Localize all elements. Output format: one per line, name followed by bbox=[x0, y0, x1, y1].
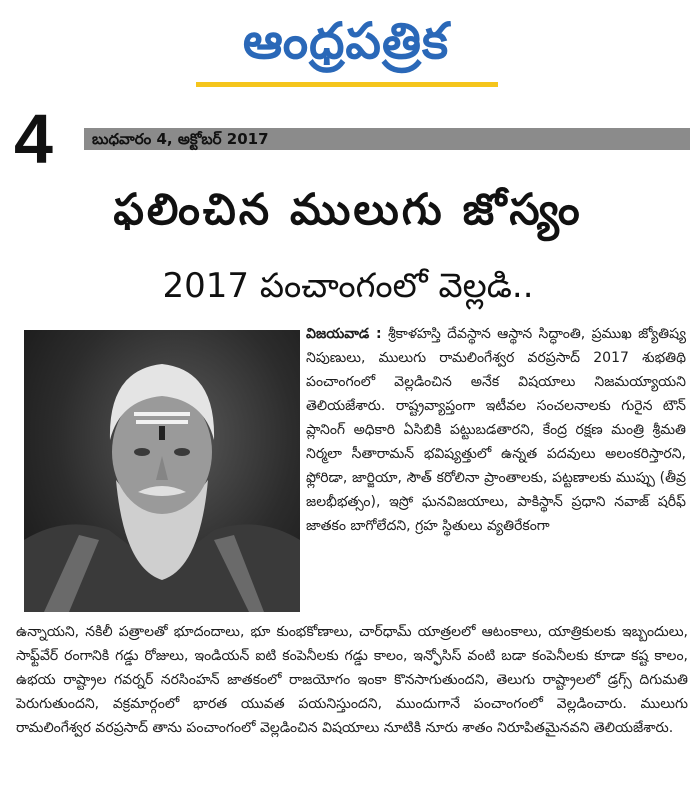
portrait-illustration bbox=[24, 330, 300, 612]
article-subheadline: 2017 పంచాంగంలో వెల్లడి.. bbox=[162, 266, 534, 306]
article-column-full bbox=[16, 620, 688, 740]
logo-underline bbox=[196, 82, 498, 87]
date-bar bbox=[84, 128, 690, 150]
portrait-photo bbox=[24, 330, 300, 612]
dateline-city: విజయవాడ : bbox=[306, 326, 382, 342]
page-number: 4 bbox=[14, 100, 53, 178]
article-column-right bbox=[306, 322, 686, 538]
article-headline: ఫలించిన ములుగు జోస్యం bbox=[113, 185, 583, 235]
article-paragraph-1: శ్రీకాళహస్తి దేవస్థాన ఆస్థాన సిద్ధాంతి, ప్రముఖ జ్యోతిష్య నిపుణులు, ములుగు రామలింగేశ్వర వరప్రసాద్ 2017 శుభతిథి పంచాంగంలో వెల్లడించిన అనేక విషయాలు నిజమయ్యాయని తెలియజేశారు. రాష్ట్రవ్యాప్తంగా ఇటీవల సంచలనాలకు గురైన టౌన్ ప్లానింగ్ అధికారి ఏసిబికి పట్టుబడతారని, కేంద్ర రక్షణ మంత్రి శ్రీమతి నిర్మలా సీతారామన్ భవిష్యత్తులో ఉన్నత పదవులు అలంకరిస్తారని, ఫ్లోరిడా, జార్జియా, సౌత్ కరోలినా ప్రాంతాలకు, పట్టణాలకు ముప్పు (తీవ్ర జలభీభత్సం), ఇస్రో ఘనవిజయాలు, పాకిస్థాన్ ప్రధాని నవాజ్ షరీఫ్ జాతకం బాగోలేదని, గ్రహ స్థితులు వ్యతిరేకంగా bbox=[306, 326, 686, 534]
newspaper-logo: ఆంధ్రపత్రిక bbox=[242, 12, 450, 70]
article-paragraph-2: ఉన్నాయని, నకిలీ పత్రాలతో భూదందాలు, భూ కుంభకోణాలు, చార్‌ధామ్ యాత్రలలో ఆటంకాలు, యాత్రికులకు ఇబ్బందులు, సాఫ్ట్‌వేర్ రంగానికి గడ్డు రోజులు, ఇండియన్ ఐటి కంపెనీలకు గడ్డు కాలం, ఇన్ఫోసిస్ వంటి బడా కంపెనీలకు కూడా కష్ట కాలం, ఉభయ రాష్ట్రాల గవర్నర్ నరసింహన్ జాతకంలో రాజయోగం ఇంకా కొనసాగుతుందని, తెలుగు రాష్ట్రాలలో డ్రగ్స్ దిగుమతి పెరుగుతుందని, వక్రమార్గంలో భారత యువత పయనిస్తుందని, ముందుగానే పంచాంగంలో వెల్లడించారు. ములుగు రామలింగేశ్వర వరప్రసాద్ తాను పంచాంగంలో వెల్లడించిన విషయాలు నూటికి నూరు శాతం నిరూపితమైనవని తెలియజేశారు. bbox=[16, 624, 688, 736]
issue-date: బుధవారం 4, అక్టోబర్ 2017 bbox=[92, 130, 269, 148]
masthead bbox=[0, 0, 690, 95]
